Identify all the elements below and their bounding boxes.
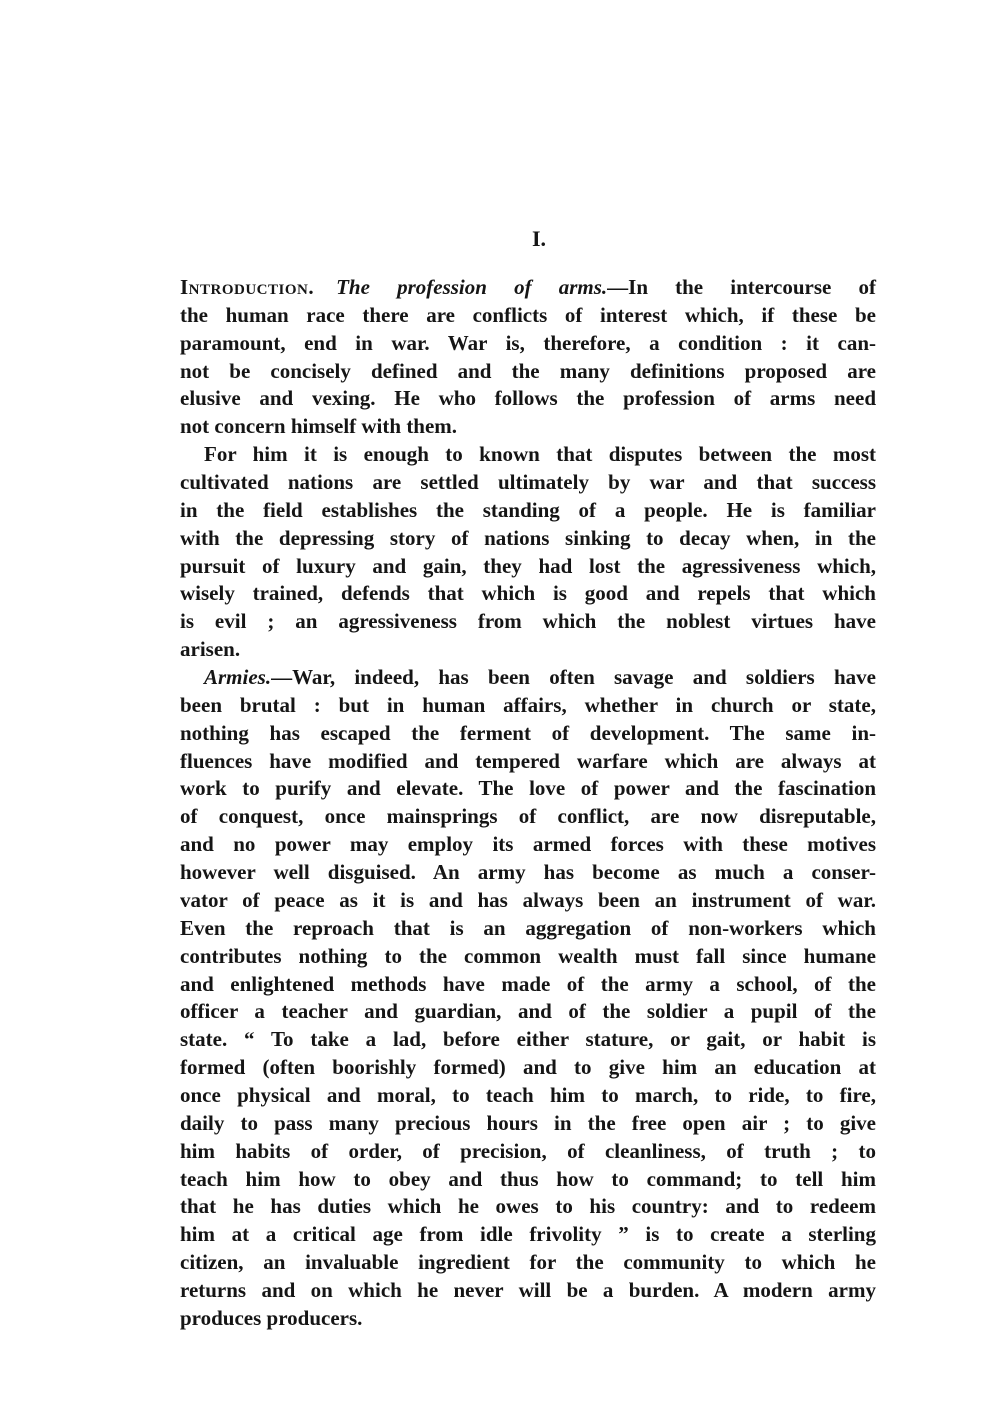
text-line (180, 1276, 876, 1304)
line-text: returns and on which he never will be a burden. A modern army (180, 1277, 876, 1302)
text-line (180, 552, 876, 580)
text-line (180, 329, 876, 357)
text-line (180, 886, 876, 914)
line-text: nothing has escaped the ferment of development. The same in- (180, 720, 876, 745)
text-line (180, 691, 876, 719)
text-line (180, 719, 876, 747)
line-text: contributes nothing to the common wealth must fall since humane (180, 943, 876, 968)
text-line (180, 970, 876, 998)
line-text: officer a teacher and guardian, and of the soldier a pupil of the (180, 999, 876, 1024)
line-text: vator of peace as it is and has always been an instrument of war. (180, 887, 876, 912)
line-text: however well disguised. An army has become as much a conser- (180, 860, 876, 885)
text-line (180, 1109, 876, 1137)
text-line (180, 663, 876, 691)
line-text: work to purify and elevate. The love of power and the fascination (180, 776, 876, 801)
line-text: pursuit of luxury and gain, they had lost the agressiveness which, (180, 553, 876, 578)
line-text: daily to pass many precious hours in the free open air ; to give (180, 1110, 876, 1135)
line-text: the human race there are conflicts of interest which, if these be (180, 302, 876, 327)
text-line (180, 579, 876, 607)
line-text: and no power may employ its armed forces with these motives (180, 832, 876, 857)
text-line (180, 1081, 876, 1109)
line-text: been brutal : but in human affairs, whether in church or state, (180, 692, 876, 717)
line-text: paramount, end in war. War is, therefore, a condition : it can- (180, 330, 876, 355)
section-label: Introduction. (180, 275, 315, 299)
line-text: produces producers. (180, 1305, 363, 1330)
line-text: elusive and vexing. He who follows the profession of arms need (180, 386, 876, 411)
line-text: with the depressing story of nations sinking to decay when, in the (180, 525, 876, 550)
line-text: that he has duties which he owes to his country: and to redeem (180, 1194, 876, 1219)
line-text: teach him how to obey and thus how to command; to tell him (180, 1166, 876, 1191)
text-line (180, 273, 876, 301)
text-line (180, 1053, 876, 1081)
text-line (180, 830, 876, 858)
text-line (180, 1025, 876, 1053)
chapter-number: I. (531, 226, 547, 251)
text-line (180, 942, 876, 970)
text-line (180, 1137, 876, 1165)
text-line (180, 1248, 876, 1276)
line-text: fluences have modified and tempered warfare which are always at (180, 748, 876, 773)
section-subtitle: Armies. (204, 665, 272, 690)
text-line (180, 1192, 876, 1220)
line-text: not concern himself with them. (180, 414, 458, 439)
text-line (180, 524, 876, 552)
line-text: of conquest, once mainsprings of conflict, are now disreputable, (180, 804, 876, 829)
text-line (180, 858, 876, 886)
line-text: arisen. (180, 637, 241, 662)
text-line (180, 774, 876, 802)
line-text: —War, indeed, has been often savage and soldiers have (271, 665, 876, 690)
line-text: is evil ; an agressiveness from which the noblest virtues have (180, 609, 876, 634)
line-text: once physical and moral, to teach him to march, to ride, to fire, (180, 1082, 876, 1107)
text-line (180, 1165, 876, 1193)
text-line (180, 635, 876, 663)
line-text: in the field establishes the standing of a people. He is familiar (180, 497, 876, 522)
line-text: —In the intercourse of (607, 275, 876, 299)
text-line (180, 496, 876, 524)
line-text: state. “ To take a lad, before either stature, or gait, or habit is (180, 1027, 876, 1052)
text-line (180, 1220, 876, 1248)
line-text: wisely trained, defends that which is good and repels that which (180, 581, 876, 606)
text-line (180, 607, 876, 635)
line-text: cultivated nations are settled ultimately by war and that success (180, 470, 876, 495)
line-text: and enlightened methods have made of the army a school, of the (180, 971, 876, 996)
line-text: him at a critical age from idle frivolity ” is to create a sterling (180, 1222, 876, 1247)
line-text: Even the reproach that is an aggregation of non-workers which (180, 915, 876, 940)
line-text: him habits of order, of precision, of cleanliness, of truth ; to (180, 1138, 876, 1163)
text-line (180, 914, 876, 942)
line-text: For him it is enough to known that disputes between the most (204, 442, 876, 467)
line-text: formed (often boorishly formed) and to give him an education at (180, 1055, 876, 1080)
line-text: not be concisely defined and the many definitions proposed are (180, 358, 876, 383)
text-line (180, 997, 876, 1025)
text-line (180, 412, 876, 440)
line-text: citizen, an invaluable ingredient for the community to which he (180, 1250, 876, 1275)
text-line (180, 357, 876, 385)
text-line (180, 1304, 876, 1332)
text-line (180, 384, 876, 412)
text-line (180, 747, 876, 775)
text-line (180, 301, 876, 329)
text-line (180, 440, 876, 468)
text-line (180, 468, 876, 496)
section-subtitle: The profession of arms. (336, 275, 608, 299)
text-line (180, 802, 876, 830)
